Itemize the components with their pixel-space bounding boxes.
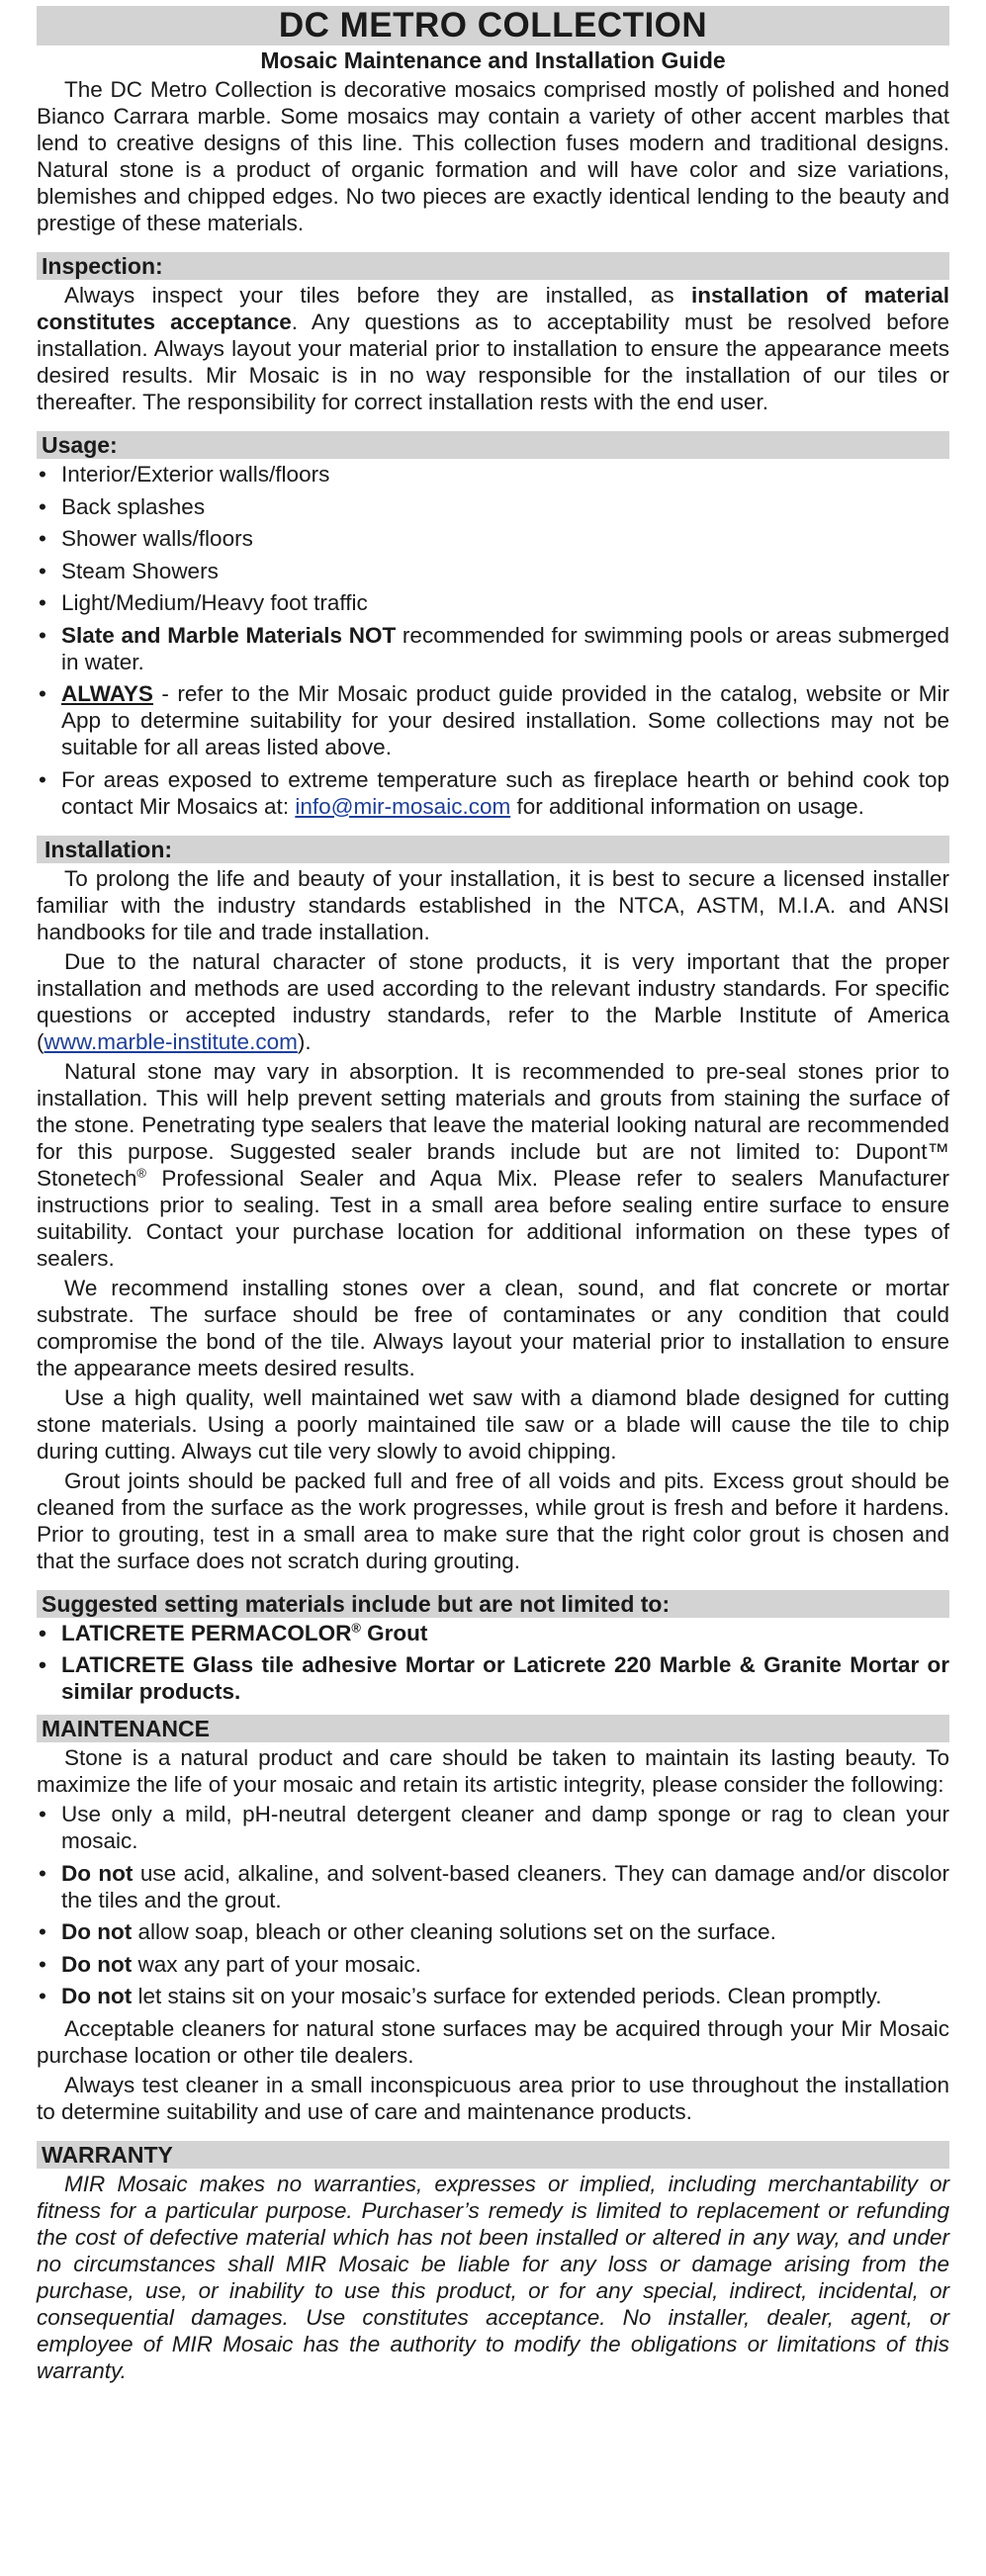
usage-item: • Interior/Exterior walls/floors <box>37 461 949 488</box>
maintenance-list <box>37 1801 949 2009</box>
installation-paragraph-5: Use a high quality, well maintained wet saw with a diamond blade designed for cutting stone materials. Using a poorly maintained tile saw or a blade will cause the tile to chip during cutting. Always cut tile very slowly to avoid chipping. <box>37 1384 949 1464</box>
usage-item-slate-marble <box>37 622 949 675</box>
maintenance-test-paragraph: Always test cleaner in a small inconspicuous area prior to use throughout the installation to determine suitability and use of care and maintenance products. <box>37 2072 949 2124</box>
do-not-label: Do not <box>61 1951 133 1977</box>
registered-mark: ® <box>351 1620 361 1635</box>
intro-paragraph: The DC Metro Collection is decorative mosaics comprised mostly of polished and honed Bianco Carrara marble. Some mosaics may contain a variety of other accent marbles that lend to creative designs of this line. This collection fuses modern and traditional designs. Natural stone is a product of organic formation and will have color and size variations, blemishes and chipped edges. No two pieces are exactly identical lending to the beauty and prestige of these materials. <box>37 77 949 235</box>
maintenance-item-text: wax any part of your mosaic. <box>132 1951 421 1977</box>
usage-heading: Usage: <box>37 431 949 459</box>
installation-p3-b: Professional Sealer and Aqua Mix. Please refer to sealers Manufacturer instructions prior to sealing. Test in a small area before sealing entire surface to ensure suitability. Contact your purchase location for additional information on these types of sealers. <box>37 1165 949 1271</box>
installation-paragraph-2 <box>37 948 949 1055</box>
inspection-heading: Inspection: <box>37 252 949 280</box>
warranty-text: MIR Mosaic makes no warranties, expresses or implied, including merchantability or fitness for a particular purpose. Purchaser’s remedy is limited to replacement or refunding the cost of defective material which has not been installed or altered in any way, and under no circumstances shall MIR Mosaic be liable for any loss or damage arising from the purchase, use, or inability to use this product, or for any special, indirect, incidental, or consequential damages. Use constitutes acceptance. No installer, dealer, agent, or employee of MIR Mosaic has the authority to modify the obligations or limitations of this warranty. <box>37 2171 949 2383</box>
registered-mark: ® <box>136 1165 146 1180</box>
do-not-label: Do not <box>61 1919 133 1944</box>
installation-paragraph-1: To prolong the life and beauty of your installation, it is best to secure a licensed installer familiar with the industry standards established in the NTCA, ASTM, M.I.A. and ANSI handbooks for tile and trade installation. <box>37 865 949 944</box>
inspection-text-bold: installation of material constitutes acceptance <box>37 283 949 334</box>
maintenance-item <box>37 1983 949 2009</box>
inspection-text-post: . Any questions as to acceptability must be resolved before installation. Always layout your material prior to installation to ensure the appearance meets desired results. Mir Mosaic is in no way responsible for the installation of our tiles or thereafter. The responsibility for correct installation rests with the end user. <box>37 310 949 414</box>
setting-item1-a: LATICRETE PERMACOLOR <box>61 1620 352 1645</box>
installation-p3-a: Natural stone may vary in absorption. It is recommended to pre-seal stones prior to installation. This will help prevent setting materials and grouts from staining the surface of the stone. Penetrating type sealers that leave the material looking natural are recommended for this purpose. Suggested sealer brands include but are not limited to: Dupont™ Stonetech <box>37 1058 949 1191</box>
installation-heading: Installation: <box>37 836 949 863</box>
setting-item-mortar: • LATICRETE Glass tile adhesive Mortar or Laticrete 220 Marble & Granite Mortar or similar products. <box>37 1651 949 1705</box>
usage-item-extreme-temperature <box>37 766 949 820</box>
installation-paragraph-6: Grout joints should be packed full and free of all voids and pits. Excess grout should be cleaned from the surface as the work progresses, while grout is fresh and before it hardens. Prior to grouting, test in a small area to make sure that the right color grout is chosen and that the surface does not scratch during grouting. <box>37 1467 949 1573</box>
maintenance-heading: MAINTENANCE <box>37 1715 949 1742</box>
usage-always-rest: - refer to the Mir Mosaic product guide provided in the catalog, website or Mir App to determine suitability for your desired installation. Some collections may not be suitable for all areas listed above. <box>61 681 949 759</box>
setting-materials-list <box>37 1620 949 1706</box>
setting-item-permacolor <box>37 1620 949 1646</box>
usage-item: • Steam Showers <box>37 558 949 584</box>
inspection-paragraph <box>37 282 949 415</box>
maintenance-item <box>37 1918 949 1945</box>
usage-extreme-post: for additional information on usage. <box>510 793 864 819</box>
maintenance-intro: Stone is a natural product and care should be taken to maintain its lasting beauty. To maximize the life of your mosaic and retain its artistic integrity, please consider the following: <box>37 1745 949 1797</box>
setting-materials-heading: Suggested setting materials include but are not limited to: <box>37 1590 949 1618</box>
usage-slate-rest: recommended for swimming pools or areas submerged in water. <box>61 622 949 674</box>
usage-slate-bold: Slate and Marble Materials NOT <box>61 622 397 648</box>
page-subtitle: Mosaic Maintenance and Installation Guide <box>260 47 726 73</box>
inspection-text-pre: Always inspect your tiles before they are installed, as <box>64 283 691 308</box>
usage-item: • Light/Medium/Heavy foot traffic <box>37 589 949 616</box>
maintenance-item-text: let stains sit on your mosaic’s surface for extended periods. Clean promptly. <box>132 1984 882 2008</box>
maintenance-item-text: allow soap, bleach or other cleaning solutions set on the surface. <box>132 1919 776 1944</box>
email-link[interactable]: info@mir-mosaic.com <box>295 793 511 819</box>
installation-paragraph-4: We recommend installing stones over a clean, sound, and flat concrete or mortar substrate. The surface should be free of contaminates or any condition that could compromise the bond of the tile. Always layout your material prior to installation to ensure the appearance meets desired results. <box>37 1275 949 1380</box>
marble-institute-link[interactable]: www.marble-institute.com <box>44 1028 298 1054</box>
usage-item: • Shower walls/floors <box>37 525 949 552</box>
usage-item: • Back splashes <box>37 493 949 520</box>
maintenance-acceptable-paragraph: Acceptable cleaners for natural stone surfaces may be acquired through your Mir Mosaic purchase location or other tile dealers. <box>37 2015 949 2068</box>
usage-list <box>37 461 949 820</box>
warranty-heading: WARRANTY <box>37 2141 949 2169</box>
do-not-label: Do not <box>61 1860 134 1886</box>
installation-p2-pre: Due to the natural character of stone products, it is very important that the proper installation and methods are used according to the relevant industry standards. For specific questions or accepted industry standards, refer to the Marble Institute of America ( <box>37 948 949 1054</box>
setting-item1-b: Grout <box>360 1620 428 1645</box>
usage-extreme-pre: For areas exposed to extreme temperature such as fireplace hearth or behind cook top contact Mir Mosaics at: <box>61 766 949 819</box>
maintenance-item: • Use only a mild, pH-neutral detergent cleaner and damp sponge or rag to clean your mosaic. <box>37 1801 949 1854</box>
page-title: DC METRO COLLECTION <box>37 6 949 45</box>
maintenance-item <box>37 1951 949 1978</box>
warranty-section <box>37 2141 949 2384</box>
installation-p2-post: ). <box>297 1028 312 1054</box>
usage-item-always <box>37 680 949 760</box>
maintenance-item <box>37 1860 949 1913</box>
usage-always-label: ALWAYS <box>61 681 153 706</box>
maintenance-item-text: use acid, alkaline, and solvent-based cleaners. They can damage and/or discolor the tiles and the grout. <box>61 1860 949 1912</box>
do-not-label: Do not <box>61 1984 133 2008</box>
installation-paragraph-3 <box>37 1058 949 1272</box>
